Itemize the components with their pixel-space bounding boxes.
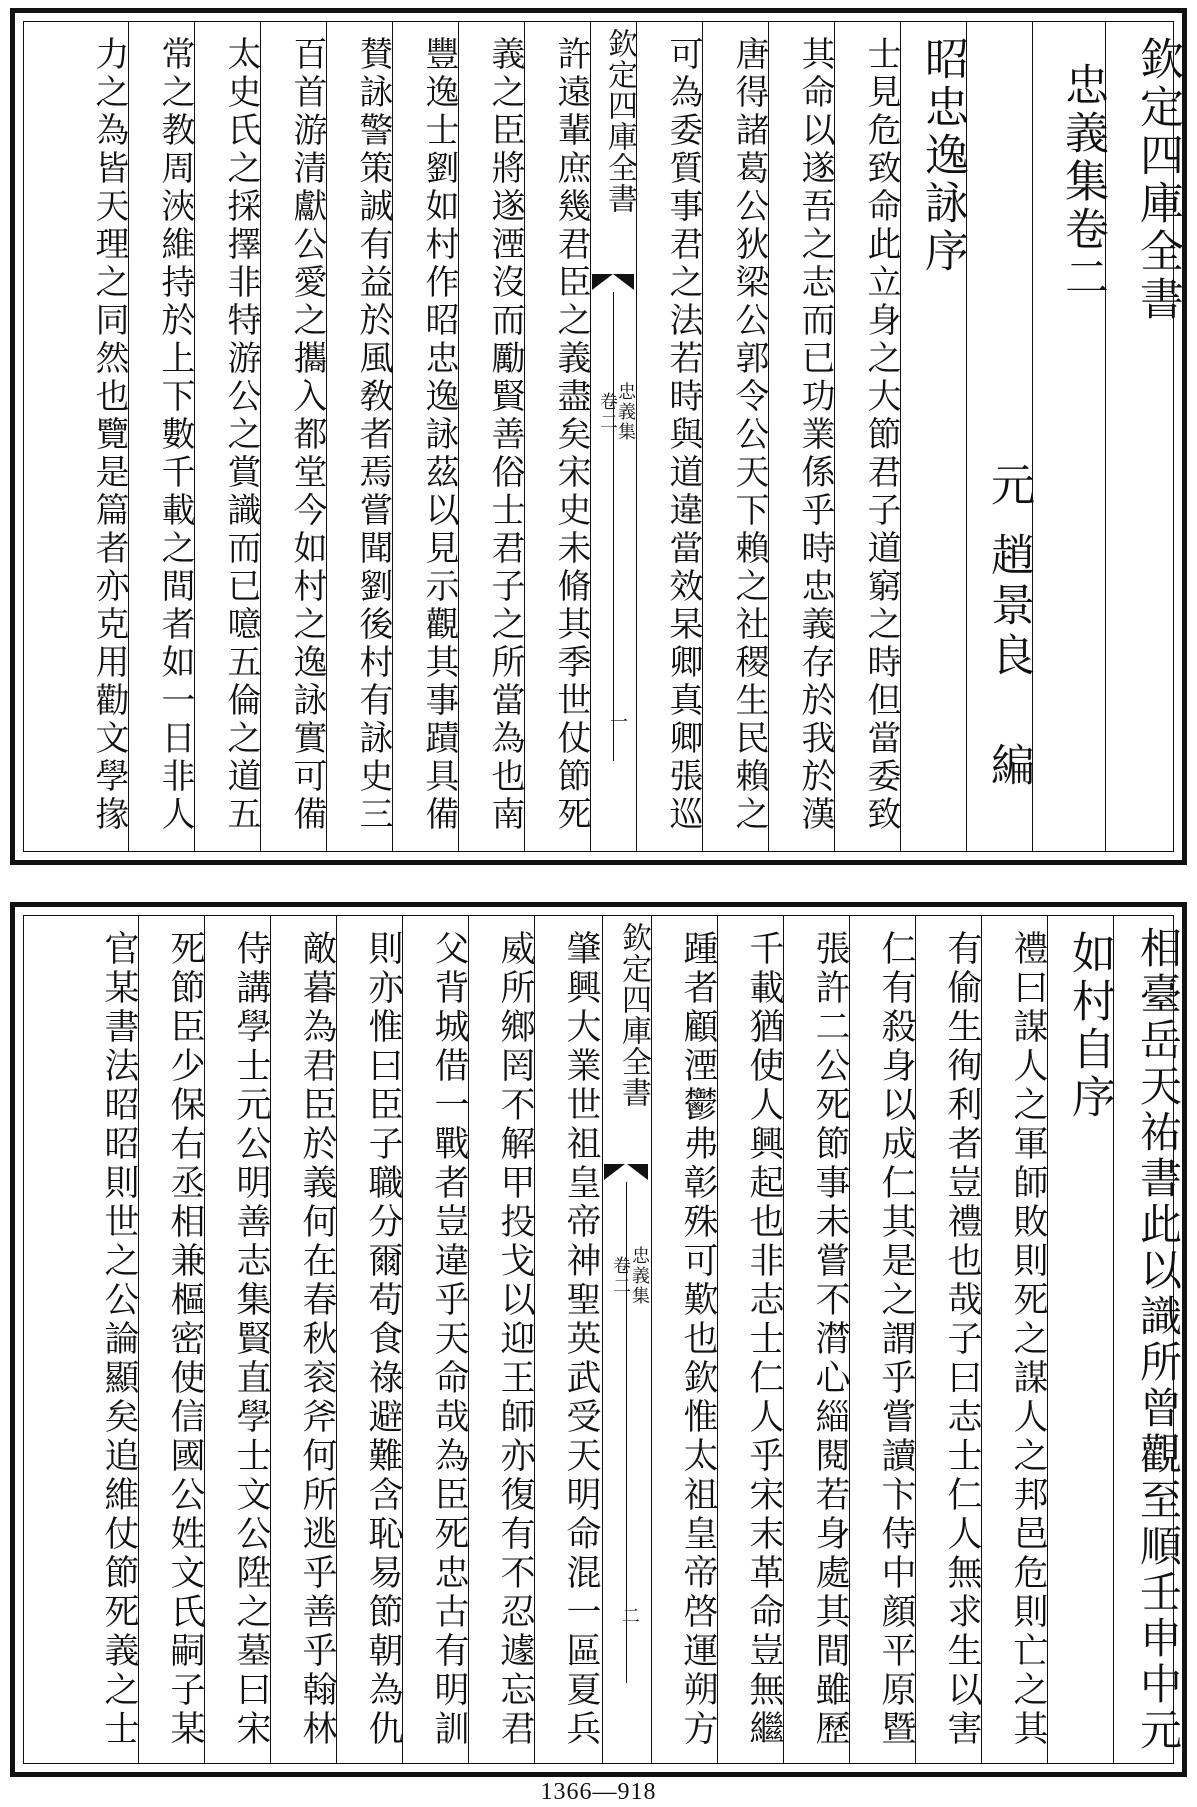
text-column (719, 916, 784, 1763)
text-column (917, 916, 982, 1763)
author-role: 編 (983, 742, 1034, 790)
text-column (196, 22, 261, 851)
text-column (394, 22, 459, 851)
fold-title: 欽定四庫全書 (602, 28, 637, 214)
column-text: 相臺岳天祐書此以識所曾觀至順壬申中元 (1134, 926, 1183, 1754)
text-column (262, 22, 327, 851)
column-text: 父背城借一戰者豈違乎天命哉為臣死忠古有明訓 (429, 930, 469, 1749)
text-column (460, 22, 525, 851)
text-column (785, 916, 850, 1763)
fold-book: 忠義集 (615, 382, 636, 442)
text-column (983, 916, 1048, 1763)
author-name: 趙景良 (983, 532, 1034, 682)
text-column (851, 916, 916, 1763)
fold-fish-tail-top (604, 1164, 648, 1180)
top-page-frame (10, 8, 1187, 865)
text-column (404, 916, 469, 1763)
top-edge-title: 欽定四庫全書 (1132, 36, 1183, 324)
column-text: 侍講學士元公明善志集賢直學士文公陞之墓曰宋 (231, 930, 271, 1749)
column-text: 賛詠警策誠有益於風敎者焉嘗聞劉後村有詠史三 (353, 36, 393, 834)
author-dynasty: 元 (983, 462, 1034, 510)
top-edge-title-column (1107, 22, 1183, 851)
column-text: 義之臣將遂湮沒而勵賢善俗士君子之所當為也南 (485, 36, 525, 834)
preface-title: 昭忠逸詠序 (917, 36, 968, 276)
top-book-title: 忠義集卷二 (1057, 62, 1108, 302)
text-column (74, 916, 139, 1763)
column-rule (651, 916, 652, 1763)
column-text: 有偷生徇利者豈禮也哉子曰志士仁人無求生以害 (942, 930, 982, 1749)
fold-markers (604, 916, 651, 1763)
fold-page: 一 (607, 712, 628, 732)
text-column (130, 22, 195, 851)
column-text: 官某書法昭昭則世之公論顯矣追維仗節死義之士 (99, 930, 139, 1749)
column-text: 千載猶使人興起也非志士仁人乎宋末革命豈無繼 (744, 930, 784, 1749)
column-text: 仁有殺身以成仁其是之謂乎嘗讀卞侍中顔平原暨 (876, 930, 916, 1749)
column-text: 可為委質事君之法若時與道違當效杲卿真卿張巡 (663, 36, 703, 834)
column-text: 死節臣少保右丞相兼樞密使信國公姓文氏嗣子某 (165, 930, 205, 1749)
footer-page-number: 1366—918 (540, 1779, 657, 1805)
column-text: 唐得諸葛公狄梁公郭令公天下賴之社稷生民賴之 (729, 36, 769, 834)
text-column (1049, 916, 1115, 1763)
text-column (338, 916, 403, 1763)
fold-book: 忠義集 (629, 1246, 650, 1306)
column-text: 力之為皆天理之同然也覽是篇者亦克用勸文學掾 (89, 36, 129, 834)
text-column (770, 22, 835, 851)
fold-page: 二 (619, 1606, 640, 1626)
column-text: 踵者顧湮鬱弗彰殊可歎也欽惟太祖皇帝啓運朔方 (678, 930, 718, 1749)
bottom-page-frame (10, 902, 1187, 1777)
column-text: 太史氏之採擇非特游公之賞識而已噫五倫之道五 (221, 36, 261, 834)
column-text: 常之教周浹維持於上下數千載之間者如一日非人 (155, 36, 195, 834)
fold-title: 欽定四庫全書 (616, 922, 651, 1108)
text-column (272, 916, 337, 1763)
column-rule (602, 916, 603, 1763)
column-text: 敵暮為君臣於義何在春秋衮斧何所逃乎善乎翰林 (297, 930, 337, 1749)
column-text: 其命以遂吾之志而已功業係乎時忠義存於我於漢 (795, 36, 835, 834)
column-text: 如村自序 (1064, 930, 1115, 1122)
top-author-column (968, 22, 1034, 851)
text-column (836, 22, 901, 851)
column-text: 禮曰謀人之軍師敗則死之謀人之邦邑危則亡之其 (1008, 930, 1048, 1749)
bottom-page-inner-border (23, 915, 1183, 1764)
column-text: 肇興大業世祖皇帝神聖英武受天明命混一區夏兵 (561, 930, 601, 1749)
fold-volume: 卷二 (597, 392, 618, 432)
bottom-fold-gutter (604, 916, 651, 1763)
text-column (536, 916, 601, 1763)
text-column (64, 22, 129, 851)
fold-volume: 卷二 (610, 1256, 631, 1296)
text-column (526, 22, 591, 851)
column-text: 百首游清獻公愛之攜入都堂今如村之逸詠實可備 (287, 36, 327, 834)
text-column (470, 916, 535, 1763)
column-text: 豐逸士劉如村作昭忠逸詠茲以見示觀其事蹟具備 (419, 36, 459, 834)
top-fold-gutter (592, 22, 637, 851)
top-book-title-column (1034, 22, 1108, 851)
text-column (206, 916, 271, 1763)
column-text: 許遠輩庶幾君臣之義盡矣宋史未脩其季世仗節死 (551, 36, 591, 834)
column-text: 則亦惟曰臣子職分爾苟食祿避難含恥易節朝為仇 (363, 930, 403, 1749)
column-rule (1032, 22, 1033, 851)
top-preface-title-column (902, 22, 968, 851)
text-column (653, 916, 718, 1763)
text-column (328, 22, 393, 851)
fold-center-line (613, 292, 614, 761)
text-column (638, 22, 703, 851)
column-text: 威所鄉罔不解甲投戈以迎王師亦復有不忍遽忘君 (495, 930, 535, 1749)
top-page-inner-border (23, 21, 1183, 852)
fold-fish-tail-top (592, 274, 634, 290)
text-column (704, 22, 769, 851)
column-text: 張許二公死節事未嘗不潸心緇閱若身處其間雖歷 (810, 930, 850, 1749)
text-column (1115, 916, 1183, 1763)
column-text: 士見危致命此立身之大節君子道窮之時但當委致 (861, 36, 901, 834)
text-column (140, 916, 205, 1763)
